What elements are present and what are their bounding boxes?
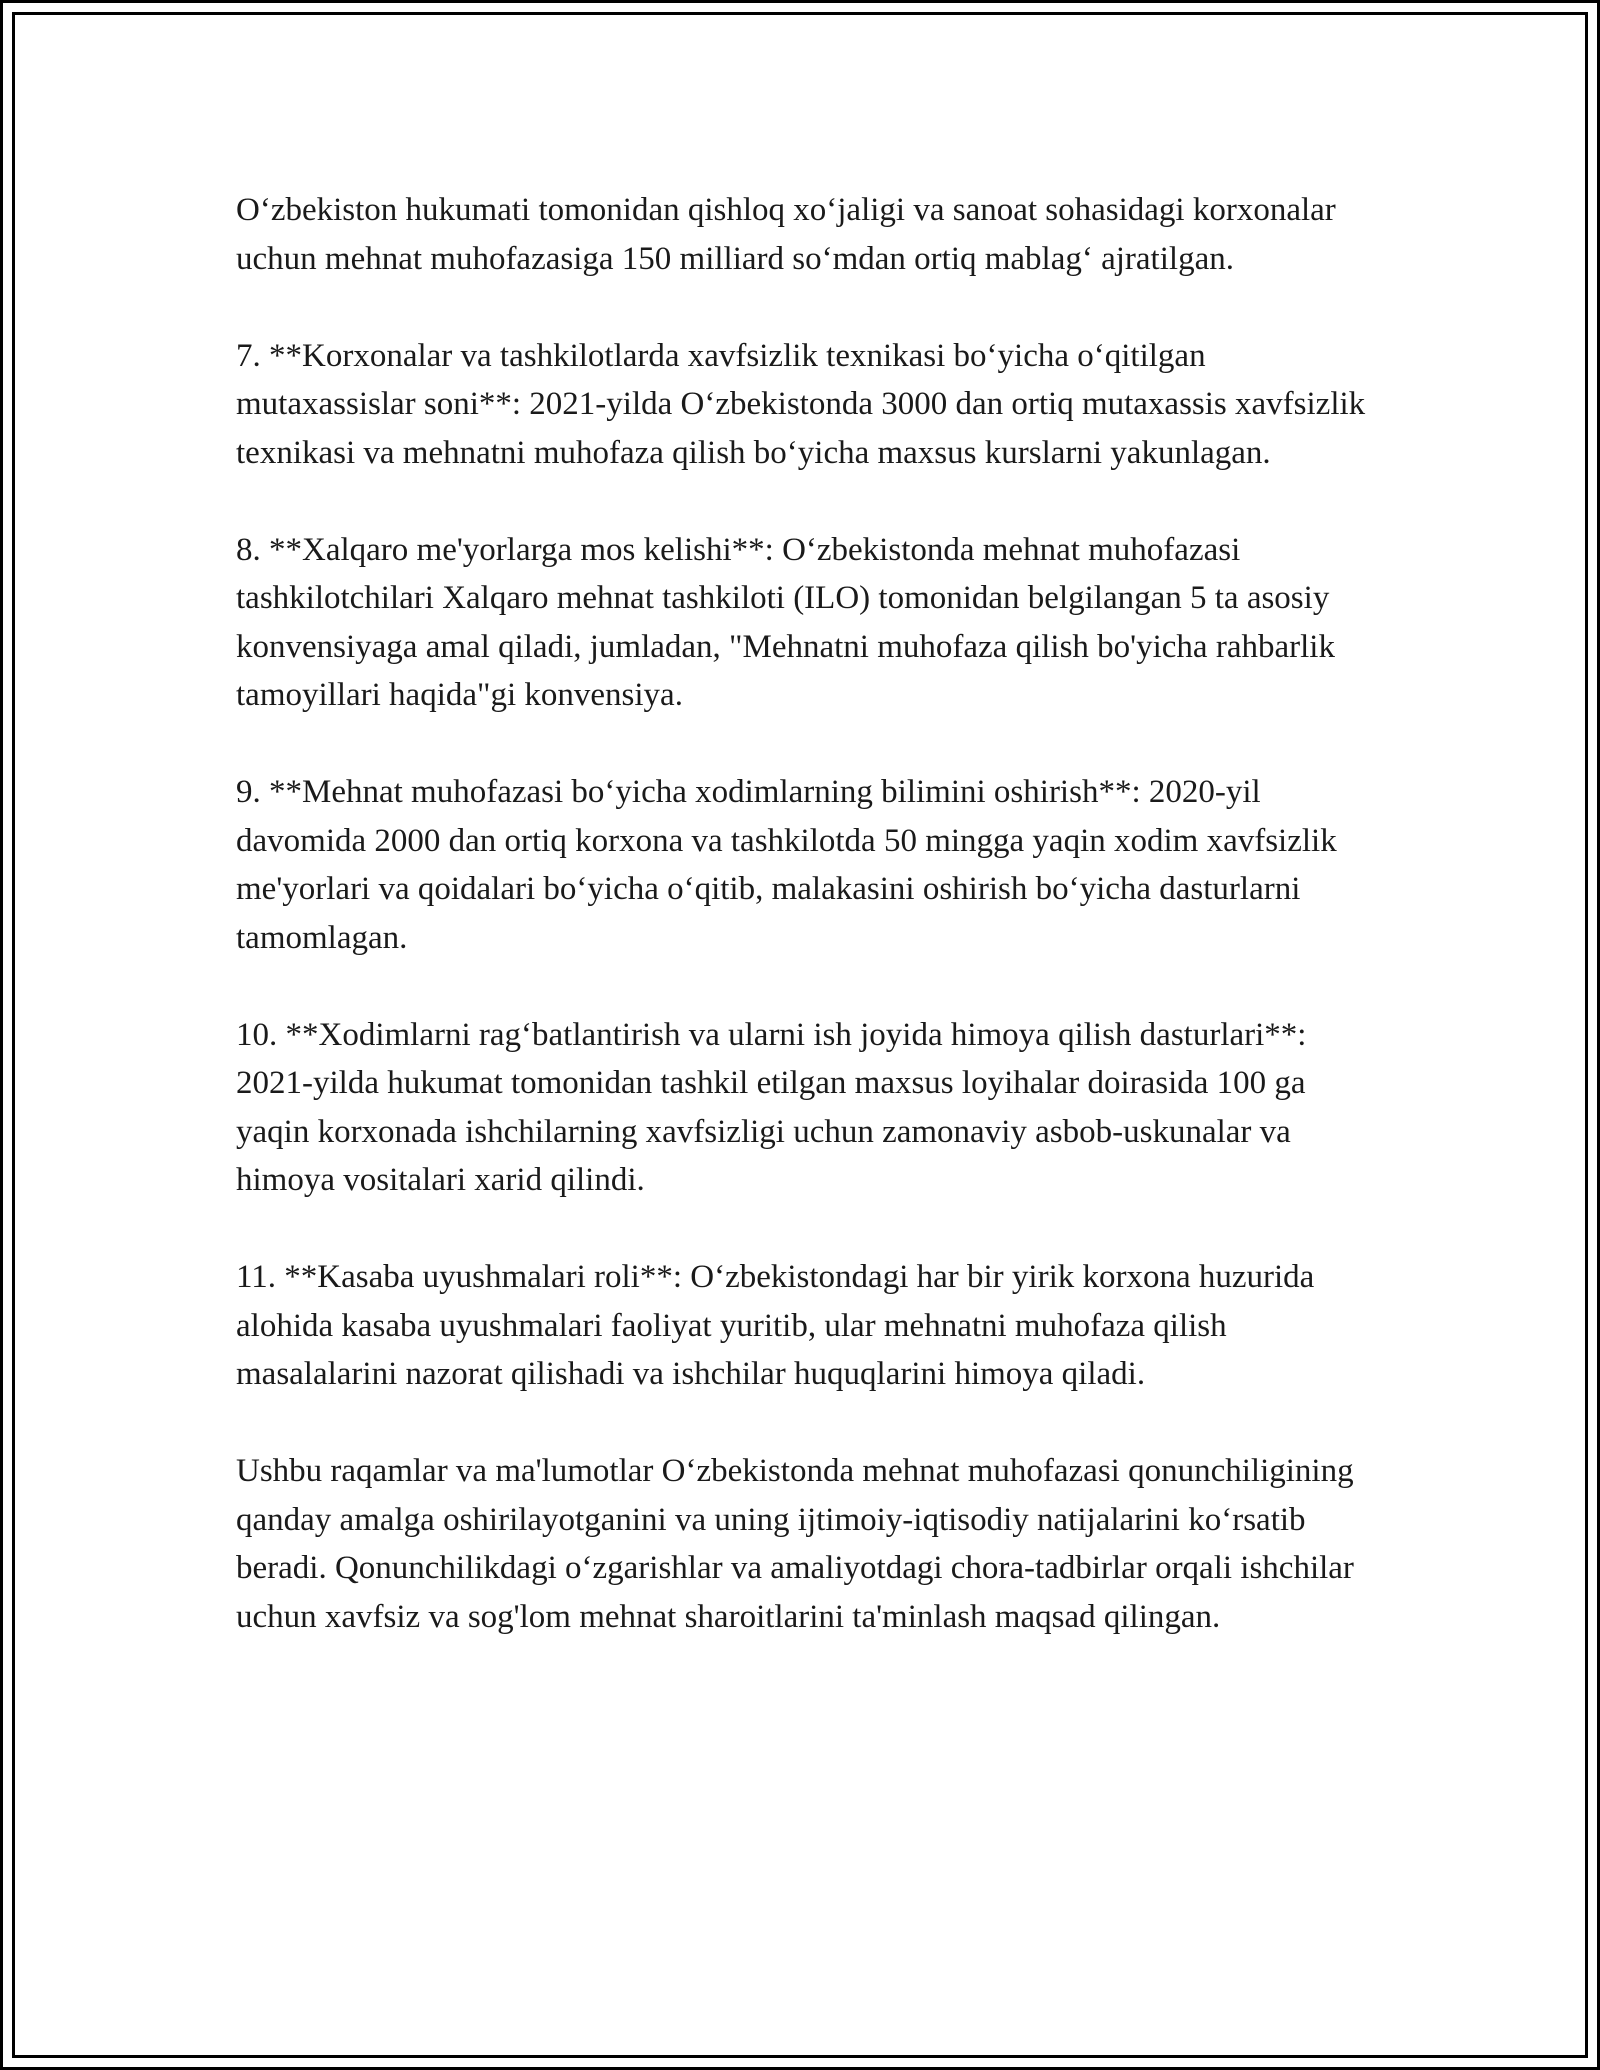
paragraph-item-10: 10. **Xodimlarni rag‘batlantirish va ularni ish joyida himoya qilish dasturlari**: 2021-yilda hukumat tomonidan tashkil etilgan maxsus loyihalar doirasida 100 ga yaqin korxonada ishchilarning xavfsizligi uchun zamonaviy asbob-uskunalar va himoya vositalari xarid qilindi. bbox=[236, 1016, 1307, 1198]
paragraph-item-9: 9. **Mehnat muhofazasi bo‘yicha xodimlarning bilimini oshirish**: 2020-yil davomida 2000 dan ortiq korxona va tashkilotda 50 mingga yaqin xodim xavfsizlik me'yorlari va qoidalari bo‘yicha o‘qitib, malakasini oshirish bo‘yicha dasturlarni tamomlagan. bbox=[236, 774, 1337, 956]
paragraph-item-8: 8. **Xalqaro me'yorlarga mos kelishi**: O‘zbekistonda mehnat muhofazasi tashkilotchilari Xalqaro mehnat tashkiloti (ILO) tomonidan belgilangan 5 ta asosiy konvensiyaga amal qiladi, jumladan, "Mehnatni muhofaza qilish bo'yicha rahbarlik tamoyillari haqida"gi konvensiya. bbox=[236, 531, 1335, 713]
document-body bbox=[236, 186, 1376, 1690]
paragraph-intro-funding: O‘zbekiston hukumati tomonidan qishloq xo‘jaligi va sanoat sohasidagi korxonalar uchun mehnat muhofazasiga 150 milliard so‘mdan ortiq mablag‘ ajratilgan. bbox=[236, 192, 1336, 277]
paragraph-conclusion: Ushbu raqamlar va ma'lumotlar O‘zbekistonda mehnat muhofazasi qonunchiligining qanday amalga oshirilayotganini va uning ijtimoiy-iqtisodiy natijalarini ko‘rsatib beradi. Qonunchilikdagi o‘zgarishlar va amaliyotdagi chora-tadbirlar orqali ishchilar uchun xavfsiz va sog'lom mehnat sharoitlarini ta'minlash maqsad qilingan. bbox=[236, 1453, 1354, 1635]
paragraph-item-11: 11. **Kasaba uyushmalari roli**: O‘zbekistondagi har bir yirik korxona huzurida alohida kasaba uyushmalari faoliyat yuritib, ular mehnatni muhofaza qilish masalalarini nazorat qilishadi va ishchilar huquqlarini himoya qiladi. bbox=[236, 1259, 1315, 1392]
paragraph-item-7: 7. **Korxonalar va tashkilotlarda xavfsizlik texnikasi bo‘yicha o‘qitilgan mutaxassislar soni**: 2021-yilda O‘zbekistonda 3000 dan ortiq mutaxassis xavfsizlik texnikasi va mehnatni muhofaza qilish bo‘yicha maxsus kurslarni yakunlagan. bbox=[236, 337, 1366, 471]
